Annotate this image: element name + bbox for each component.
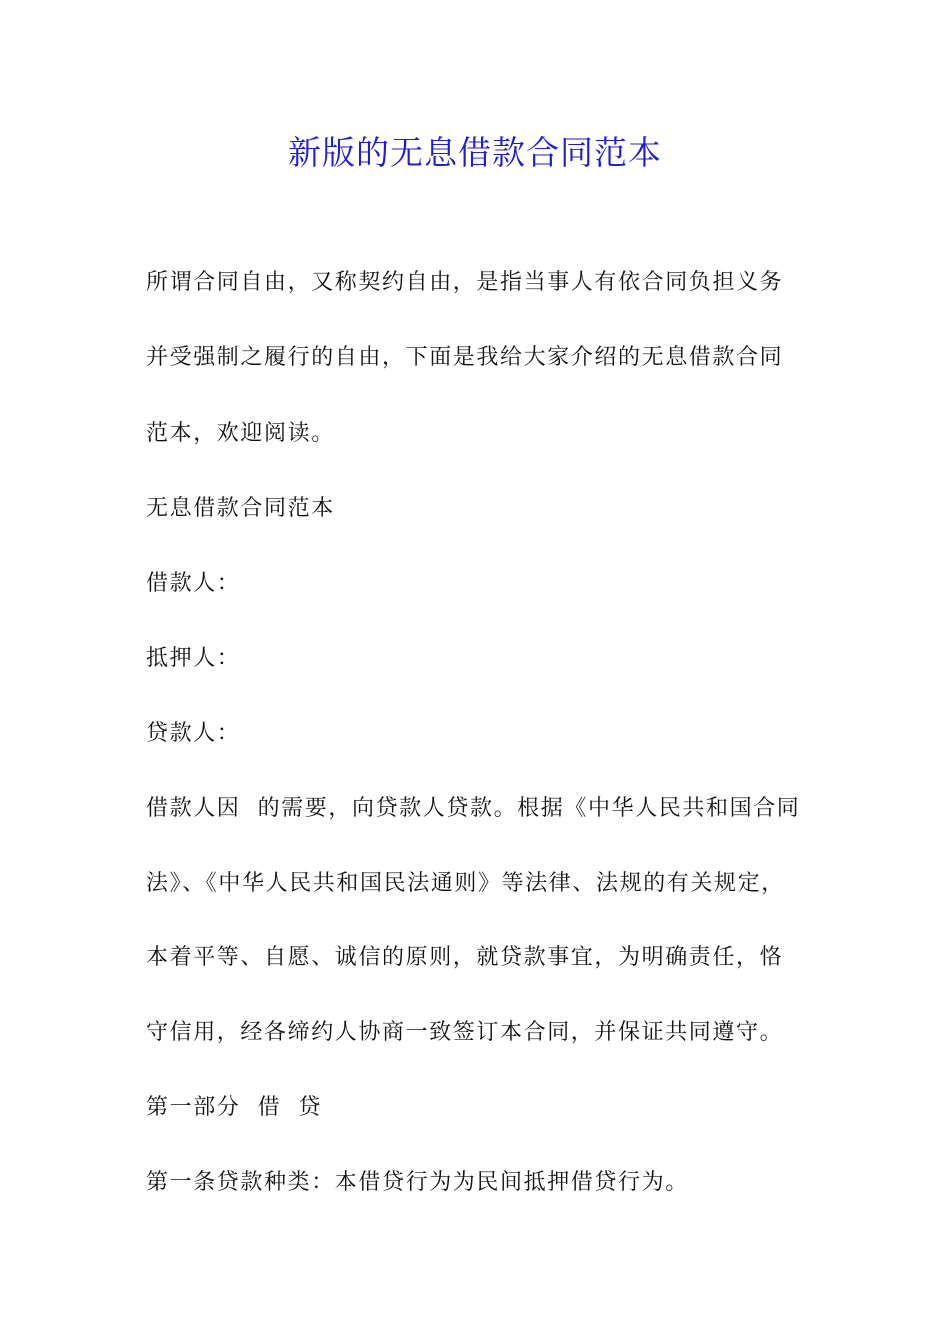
mortgagor-label: 抵押人：: [146, 646, 241, 671]
preamble-line-3: 本着平等、自愿、诚信的原则，就贷款事宜，为明确责任，恪: [146, 945, 784, 970]
paragraph-line-1: 所谓合同自由，又称契约自由，是指当事人有依合同负担义务: [146, 270, 784, 295]
preamble-line-2: 法》、《中华人民共和国民法通则》等法律、法规的有关规定，: [146, 871, 785, 896]
lender-label: 贷款人：: [146, 721, 241, 746]
document-title: 新版的无息借款合同范本: [288, 133, 662, 172]
contract-subtitle: 无息借款合同范本: [146, 496, 335, 521]
borrower-label: 借款人：: [146, 571, 241, 596]
preamble-line-1: 借款人因 的需要，向贷款人贷款。根据《中华人民共和国合同: [146, 796, 801, 821]
paragraph-line-2: 并受强制之履行的自由，下面是我给大家介绍的无息借款合同: [146, 345, 784, 370]
preamble-line-4: 守信用，经各缔约人协商一致签订本合同，并保证共同遵守。: [146, 1020, 784, 1045]
paragraph-line-3: 范本，欢迎阅读。: [146, 421, 335, 446]
article-one: 第一条贷款种类：本借贷行为为民间抵押借贷行为。: [146, 1170, 689, 1195]
section-heading: 第一部分 借 贷: [146, 1095, 322, 1120]
